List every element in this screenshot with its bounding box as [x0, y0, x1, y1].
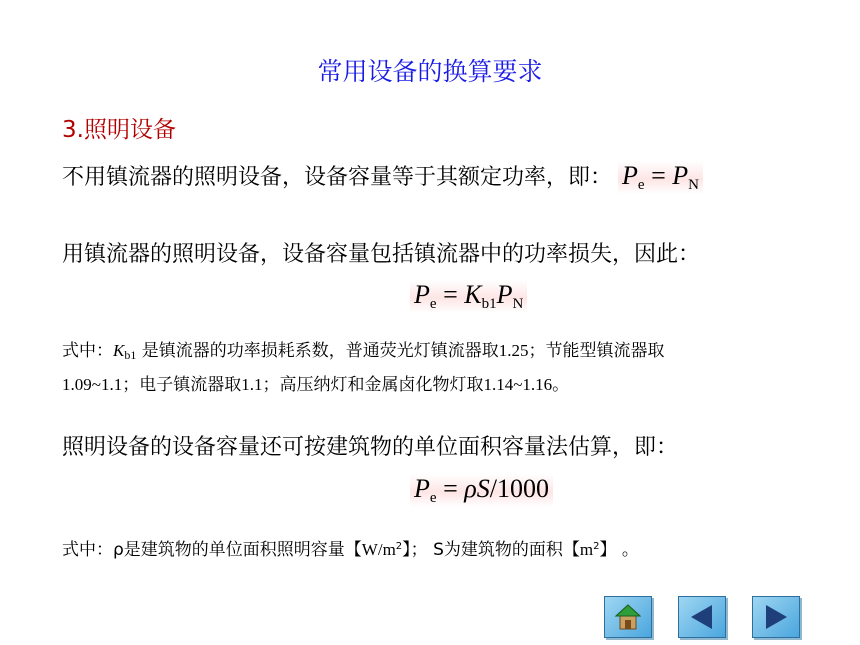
- paragraph-no-ballast: [62, 160, 703, 194]
- note-line-2: 1.09~1.1；电子镇流器取1.1；高压纳灯和金属卤化物灯取1.14~1.16。: [62, 375, 570, 395]
- next-button[interactable]: [752, 596, 800, 638]
- note-ballast-coefficients: [62, 336, 665, 400]
- home-button[interactable]: [604, 596, 652, 638]
- triangle-left-icon: [687, 602, 717, 632]
- note-line-1: 式中：$K_{b1}$ 是镇流器的功率损耗系数，普通荧光灯镇流器取1.25；节能型镇流器取: [62, 341, 665, 362]
- section-heading: 3.照明设备: [62, 117, 176, 143]
- home-icon: [613, 602, 643, 632]
- paragraph-with-ballast: 用镇流器的照明设备，设备容量包括镇流器中的功率损失，因此：: [62, 242, 701, 267]
- previous-button[interactable]: [678, 596, 726, 638]
- formula-pe-kb1-pn: $P_e = K_{b1}P_N$: [410, 280, 527, 313]
- paragraph-unit-area-method: 照明设备的设备容量还可按建筑物的单位面积容量法估算，即：: [62, 435, 679, 460]
- formula-pe-rho-s: $P_e = \rho S/1000$: [410, 474, 553, 507]
- page-title: 常用设备的换算要求: [317, 57, 543, 86]
- formula-pe-pn: $P_e = P_N$: [618, 161, 703, 194]
- paragraph-text: 不用镇流器的照明设备，设备容量等于其额定功率，即：: [62, 165, 613, 190]
- note-rho-s-definition: 式中：ρ是建筑物的单位面积照明容量【$W/m^2$】； S为建筑物的面积【$m^2$】 。: [62, 540, 639, 560]
- triangle-right-icon: [761, 602, 791, 632]
